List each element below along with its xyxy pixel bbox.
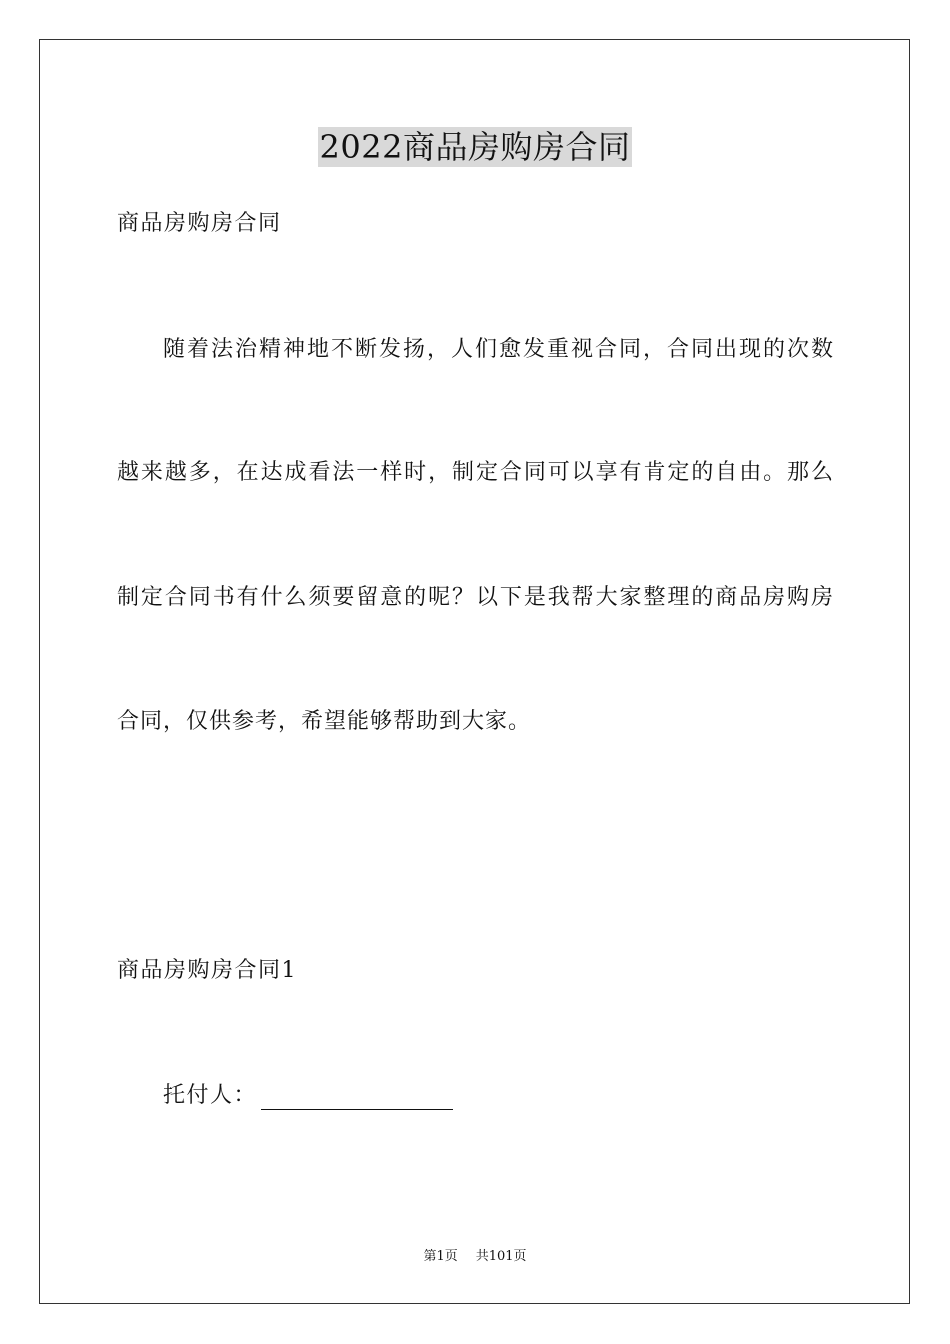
intro-line-2: 越来越多，在达成看法一样时，制定合同可以享有肯定的自由。那么 (117, 460, 833, 485)
entrust-row (163, 1082, 453, 1110)
title-container (0, 127, 950, 167)
intro-line-1: 随着法治精神地不断发扬，人们愈发重视合同，合同出现的次数 (163, 337, 833, 362)
document-title: 2022商品房购房合同 (319, 128, 631, 166)
section-heading: 商品房购房合同1 (117, 958, 297, 983)
document-subtitle: 商品房购房合同 (117, 211, 282, 236)
intro-line-3: 制定合同书有什么须要留意的呢？以下是我帮大家整理的商品房购房 (117, 585, 833, 610)
intro-line-4: 合同，仅供参考，希望能够帮助到大家。 (117, 709, 532, 734)
page-number: 第1页 (423, 1249, 458, 1264)
entrust-blank-line (261, 1087, 453, 1110)
entrust-label: 托付人： (163, 1083, 258, 1108)
page-total: 共101页 (475, 1249, 527, 1264)
page-footer (0, 1248, 950, 1266)
